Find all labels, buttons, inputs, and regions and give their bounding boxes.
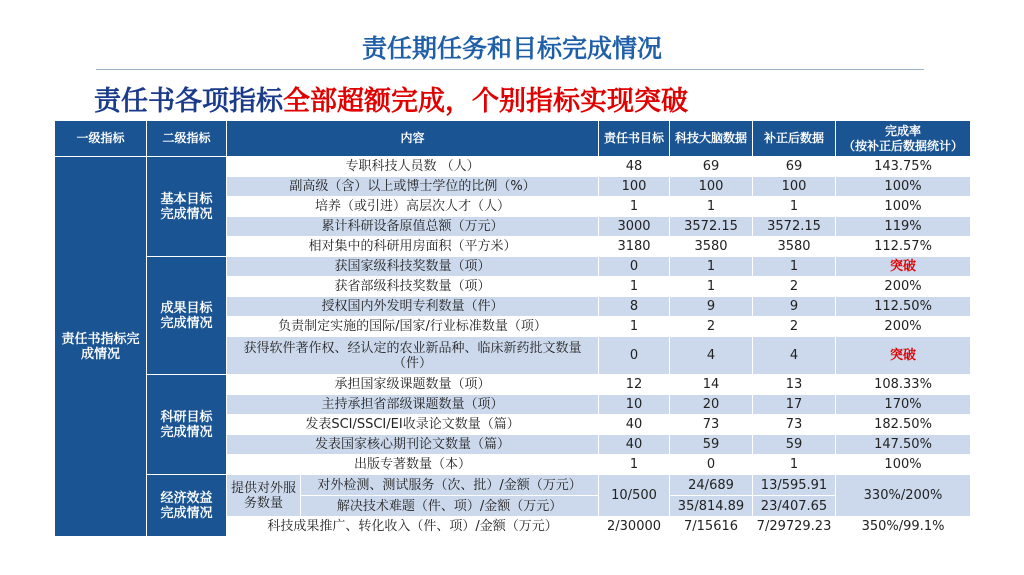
target-cell: 0 <box>599 337 670 375</box>
brain-cell: 73 <box>670 415 753 435</box>
target-cell: 10/500 <box>599 475 670 517</box>
rate-cell: 200% <box>836 277 971 297</box>
corrected-cell: 13 <box>753 375 836 395</box>
brain-cell: 59 <box>670 435 753 455</box>
target-cell: 8 <box>599 297 670 317</box>
content-cell: 负责制定实施的国际/国家/行业标准数量（项） <box>227 317 599 337</box>
content-cell: 获国家级科技奖数量（项） <box>227 257 599 277</box>
target-cell: 40 <box>599 435 670 455</box>
corrected-cell: 69 <box>753 157 836 177</box>
brain-cell: 100 <box>670 177 753 197</box>
table-row <box>55 375 971 395</box>
brain-cell: 14 <box>670 375 753 395</box>
content-cell: 出版专著数量（本） <box>227 455 599 475</box>
rate-cell: 100% <box>836 197 971 217</box>
rate-cell: 170% <box>836 395 971 415</box>
rate-cell: 182.50% <box>836 415 971 435</box>
rate-cell: 147.50% <box>836 435 971 455</box>
target-cell: 0 <box>599 257 670 277</box>
header-target: 责任书目标 <box>599 121 670 157</box>
rate-cell: 突破 <box>836 337 971 375</box>
content-cell: 科技成果推广、转化收入（件、项）/金额（万元） <box>227 517 599 537</box>
content-cell: 授权国内外发明专利数量（件） <box>227 297 599 317</box>
service-label-cell <box>227 475 301 517</box>
brain-cell: 1 <box>670 257 753 277</box>
brain-cell: 3572.15 <box>670 217 753 237</box>
content-cell: 相对集中的科研用房面积（平方米） <box>227 237 599 257</box>
brain-cell: 1 <box>670 197 753 217</box>
corrected-cell: 23/407.65 <box>753 496 836 517</box>
target-cell: 10 <box>599 395 670 415</box>
rate-cell: 突破 <box>836 257 971 277</box>
header-rate-line2: （按补正后数据统计） <box>843 138 964 153</box>
level1-label: 责任书指标完成情况 <box>61 331 140 362</box>
table-header-row <box>55 121 971 157</box>
brain-cell: 3580 <box>670 237 753 257</box>
content-cell: 累计科研设备原值总额（万元） <box>227 217 599 237</box>
target-cell: 3180 <box>599 237 670 257</box>
rate-cell: 108.33% <box>836 375 971 395</box>
target-cell: 2/30000 <box>599 517 670 537</box>
brain-cell: 20 <box>670 395 753 415</box>
group-economic-label: 经济效益完成情况 <box>160 490 213 521</box>
content-text: 获得软件著作权、经认定的农业新品种、临床新药批文数量（件） <box>243 340 582 371</box>
corrected-cell: 1 <box>753 455 836 475</box>
subtitle-highlight: 全部超额完成，个别指标实现突破 <box>283 86 688 117</box>
group-research <box>147 375 227 475</box>
group-economic <box>147 475 227 537</box>
rate-cell: 112.50% <box>836 297 971 317</box>
target-cell: 1 <box>599 317 670 337</box>
group-result <box>147 257 227 375</box>
group-basic <box>147 157 227 257</box>
target-cell: 1 <box>599 277 670 297</box>
rate-cell: 350%/99.1% <box>836 517 971 537</box>
target-cell: 12 <box>599 375 670 395</box>
content-cell: 发表SCI/SSCI/EI收录论文数量（篇） <box>227 415 599 435</box>
brain-cell: 0 <box>670 455 753 475</box>
group-research-label: 科研目标完成情况 <box>160 409 213 440</box>
service-label: 提供对外服务数量 <box>230 480 296 511</box>
corrected-cell: 4 <box>753 337 836 375</box>
content-cell: 副高级（含）以上或博士学位的比例（%） <box>227 177 599 197</box>
brain-cell: 9 <box>670 297 753 317</box>
level1-cell <box>55 157 147 537</box>
rate-cell: 119% <box>836 217 971 237</box>
content-cell: 获省部级科技奖数量（项） <box>227 277 599 297</box>
content-cell: 专职科技人员数 （人） <box>227 157 599 177</box>
corrected-cell: 59 <box>753 435 836 455</box>
corrected-cell: 2 <box>753 317 836 337</box>
corrected-cell: 1 <box>753 197 836 217</box>
rate-cell: 100% <box>836 177 971 197</box>
header-content: 内容 <box>227 121 599 157</box>
content-cell: 发表国家核心期刊论文数量（篇） <box>227 435 599 455</box>
header-brain: 科技大脑数据 <box>670 121 753 157</box>
rate-cell: 112.57% <box>836 237 971 257</box>
header-rate-line1: 完成率 <box>885 123 922 138</box>
brain-cell: 7/15616 <box>670 517 753 537</box>
page-subtitle <box>94 79 688 118</box>
content-cell: 承担国家级课题数量（项） <box>227 375 599 395</box>
target-cell: 1 <box>599 455 670 475</box>
table-row <box>55 475 971 496</box>
rate-cell: 100% <box>836 455 971 475</box>
subtitle-prefix: 责任书各项指标 <box>94 86 283 117</box>
corrected-cell: 17 <box>753 395 836 415</box>
brain-cell: 69 <box>670 157 753 177</box>
corrected-cell: 2 <box>753 277 836 297</box>
header-level2: 二级指标 <box>147 121 227 157</box>
brain-cell: 35/814.89 <box>670 496 753 517</box>
table-row <box>55 157 971 177</box>
corrected-cell: 1 <box>753 257 836 277</box>
brain-cell: 4 <box>670 337 753 375</box>
corrected-cell: 3580 <box>753 237 836 257</box>
target-cell: 100 <box>599 177 670 197</box>
group-basic-label: 基本目标完成情况 <box>160 191 213 222</box>
table-row <box>55 257 971 277</box>
target-cell: 40 <box>599 415 670 435</box>
corrected-cell: 13/595.91 <box>753 475 836 496</box>
group-result-label: 成果目标完成情况 <box>160 300 213 331</box>
rate-cell: 200% <box>836 317 971 337</box>
rate-cell: 143.75% <box>836 157 971 177</box>
rate-cell: 330%/200% <box>836 475 971 517</box>
content-cell: 对外检测、测试服务（次、批）/金额（万元） <box>301 475 599 496</box>
corrected-cell: 100 <box>753 177 836 197</box>
indicator-table <box>54 120 971 537</box>
title-divider <box>96 69 924 70</box>
brain-cell: 2 <box>670 317 753 337</box>
content-cell: 培养（或引进）高层次人才（人） <box>227 197 599 217</box>
content-cell: 解决技术难题（件、项）/金额（万元） <box>301 496 599 517</box>
header-rate <box>836 121 971 157</box>
corrected-cell: 7/29729.23 <box>753 517 836 537</box>
target-cell: 3000 <box>599 217 670 237</box>
corrected-cell: 9 <box>753 297 836 317</box>
brain-cell: 24/689 <box>670 475 753 496</box>
header-level1: 一级指标 <box>55 121 147 157</box>
brain-cell: 1 <box>670 277 753 297</box>
target-cell: 48 <box>599 157 670 177</box>
corrected-cell: 73 <box>753 415 836 435</box>
content-cell: 主持承担省部级课题数量（项） <box>227 395 599 415</box>
target-cell: 1 <box>599 197 670 217</box>
corrected-cell: 3572.15 <box>753 217 836 237</box>
content-cell <box>227 337 599 375</box>
header-corrected: 补正后数据 <box>753 121 836 157</box>
page-title: 责任期任务和目标完成情况 <box>361 34 662 63</box>
